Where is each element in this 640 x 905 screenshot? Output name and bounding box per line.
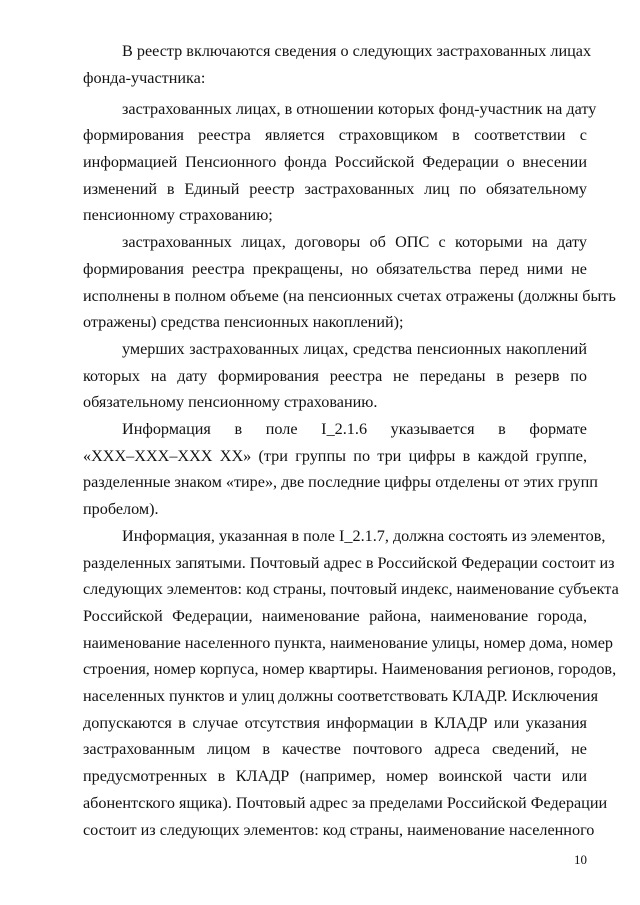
text-line: застрахованных лицах, в отношении которых фонд-участник на дату [122,100,597,118]
text-line: разделенные знаком «тире», две последние цифры отделены от этих групп [83,473,598,491]
text-line: предусмотренных в КЛАДР (например, номер воинской части или [83,767,587,785]
text-line: отражены) средства пенсионных накоплений); [83,313,404,331]
text-line: Информация, указанная в поле I_2.1.7, должна состоять из элементов, [122,527,606,545]
text-line: застрахованных лицах, договоры об ОПС с которыми на дату [122,233,587,251]
text-line: допускаются в случае отсутствия информации в КЛАДР или указания [83,714,587,732]
text-line: разделенных запятыми. Почтовый адрес в Российской Федерации состоит из [83,554,615,572]
text-line: наименование населенного пункта, наименование улицы, номер дома, номер [83,634,614,652]
text-line: «XXX–XXX–XXX XX» (три группы по три цифры в каждой группе, [83,447,587,465]
text-line: абонентского ящика). Почтовый адрес за пределами Российской Федерации [83,794,608,812]
text-line: фонда-участника: [83,69,206,87]
text-line: строения, номер корпуса, номер квартиры. Наименования регионов, городов, [83,660,617,678]
text-line: пробелом). [83,500,159,518]
text-line: формирования реестра прекращены, но обязательства перед ними не [83,260,587,278]
text-line: населенных пунктов и улиц должны соответствовать КЛАДР. Исключения [83,687,599,705]
text-line: следующих элементов: код страны, почтовый индекс, наименование субъекта [83,580,619,598]
text-line: исполнены в полном объеме (на пенсионных счетах отражены (должны быть [83,287,616,305]
text-line: состоит из следующих элементов: код страны, наименование населенного [83,821,595,839]
text-line: Информация в поле I_2.1.6 указывается в формате [122,420,587,438]
text-line: формирования реестра является страховщиком в соответствии с [83,126,587,144]
text-line: пенсионному страхованию; [83,206,273,224]
text-line: В реестр включаются сведения о следующих застрахованных лицах [122,42,592,60]
text-line: умерших застрахованных лицах, средства пенсионных накоплений [122,340,587,358]
text-line: изменений в Единый реестр застрахованных лиц по обязательному [83,180,587,198]
text-line: застрахованным лицом в качестве почтового адреса сведений, не [83,740,587,758]
text-line: информацией Пенсионного фонда Российской Федерации о внесении [83,153,587,171]
text-line: обязательному пенсионному страхованию. [83,393,378,411]
text-line: которых на дату формирования реестра не переданы в резерв по [83,367,587,385]
page-number: 10 [574,852,587,867]
text-line: Российской Федерации, наименование района, наименование города, [83,607,587,625]
